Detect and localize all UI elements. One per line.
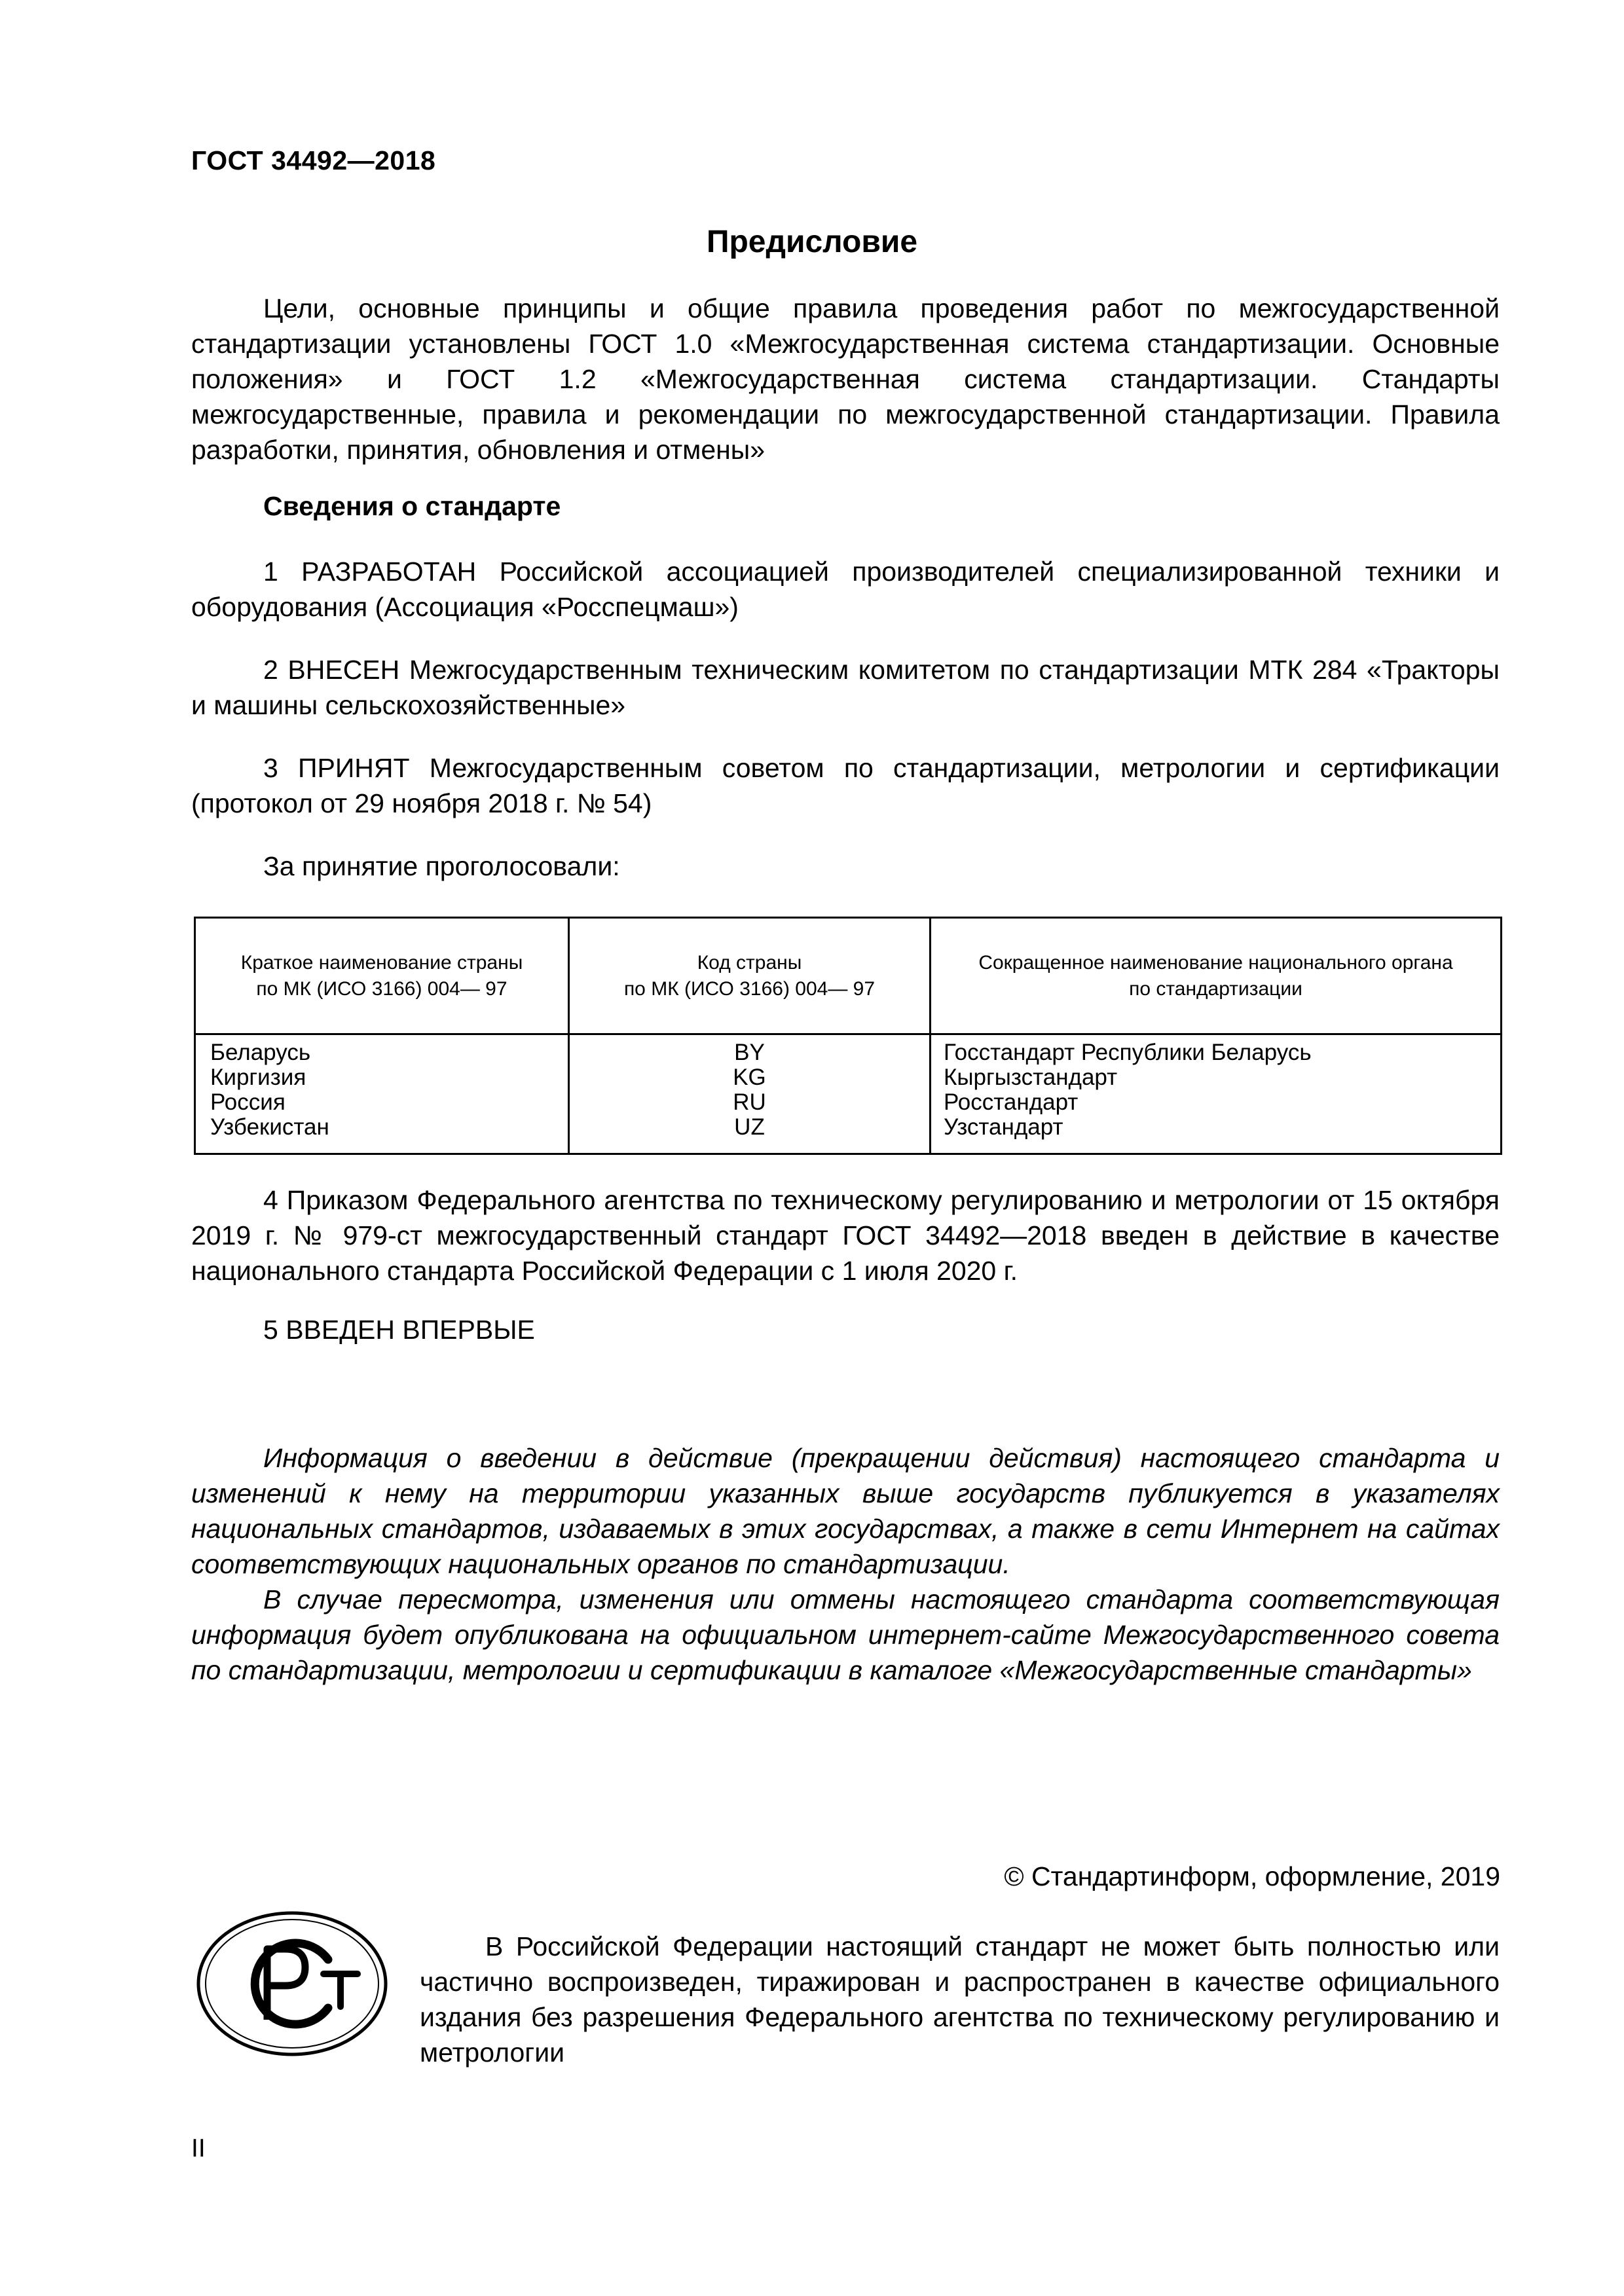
table-cell: Кыргызстандарт [944, 1065, 1118, 1090]
table-column-country [210, 1035, 564, 1140]
table-header-code: Код страны по МК (ИСО 3166) 004— 97 [623, 951, 876, 1000]
item-2: 2 ВНЕСЕН Межгосударственным техническим комитетом по стандартизации МТК 284 «Тракторы и машины сельскохозяйственные» [191, 655, 1500, 720]
table-cell: Россия [210, 1089, 286, 1115]
table-cell: KG [733, 1065, 766, 1090]
voted-line: За принятие проголосовали: [263, 851, 620, 881]
document-code: ГОСТ 34492—2018 [191, 145, 436, 175]
table-cell: Узстандарт [944, 1114, 1063, 1140]
table-header-country: Краткое наименование страны по МК (ИСО 3166) 004— 97 [240, 951, 523, 1000]
item-5: 5 ВВЕДЕН ВПЕРВЫЕ [263, 1315, 535, 1345]
table-cell: Госстандарт Республики Беларусь [944, 1040, 1312, 1065]
page-number: II [191, 2134, 206, 2162]
table-column-code [570, 1035, 929, 1140]
legal-notice: В Российской Федерации настоящий стандарт не может быть полностью или частично воспроизведен, тиражирован и распространен в качестве официального издания без разрешения Федерального агентства по техническому регулированию и метрологии [420, 1931, 1500, 2068]
table-header-agency: Сокращенное наименование национального органа по стандартизации [978, 951, 1453, 1000]
table-cell: RU [733, 1089, 766, 1115]
item-4: 4 Приказом Федерального агентства по техническому регулированию и метрологии от 15 октября 2019 г. № 979-ст межгосударственный стандарт ГОСТ 34492—2018 введен в действие в качестве национального стандарта Российской Федерации с 1 июля 2020 г. [191, 1185, 1500, 1286]
info-italic-paragraph-1: Информация о введении в действие (прекращении действия) настоящего стандарта и изменений к нему на территории указанных выше государств публикуется в указателях национальных стандартов, издаваемых в этих государствах, а также в сети Интернет на сайтах соответствующих национальных органов по стандартизации. [191, 1443, 1500, 1579]
foreword-heading: Предисловие [706, 225, 918, 259]
intro-paragraph: Цели, основные принципы и общие правила проведения работ по межгосударственной стандартизации установлены ГОСТ 1.0 «Межгосударственная система стандартизации. Основные положения» и ГОСТ 1.2 «Межгосударственная система стандартизации. Стандарты межгосударственные, правила и рекомендации по межгосударственной стандартизации. Правила разработки, принятия, обновления и отмены» [191, 293, 1500, 465]
table-cell: Росстандарт [944, 1089, 1079, 1115]
table-cell: Беларусь [210, 1040, 311, 1065]
rst-logo-icon [194, 1908, 390, 2059]
table-cell: Киргизия [210, 1065, 306, 1090]
table-cell: UZ [734, 1114, 765, 1140]
info-heading: Сведения о стандарте [263, 491, 561, 521]
table-column-agency [944, 1035, 1494, 1140]
countries-table [194, 917, 1502, 1155]
info-italic-paragraph-2: В случае пересмотра, изменения или отмены настоящего стандарта соответствующая информация будет опубликована на официальном интернет-сайте Межгосударственного совета по стандартизации, метрологии и сертификации в каталоге «Межгосударственные стандарты» [191, 1584, 1500, 1685]
table-cell: BY [734, 1040, 765, 1065]
copyright-line: © Стандартинформ, оформление, 2019 [1004, 1861, 1500, 1891]
item-3: 3 ПРИНЯТ Межгосударственным советом по стандартизации, метрологии и сертификации (протокол от 29 ноября 2018 г. № 54) [191, 753, 1500, 818]
table-cell: Узбекистан [210, 1114, 329, 1140]
item-1: 1 РАЗРАБОТАН Российской ассоциацией производителей специализированной техники и оборудования (Ассоциация «Росспецмаш») [191, 556, 1500, 622]
